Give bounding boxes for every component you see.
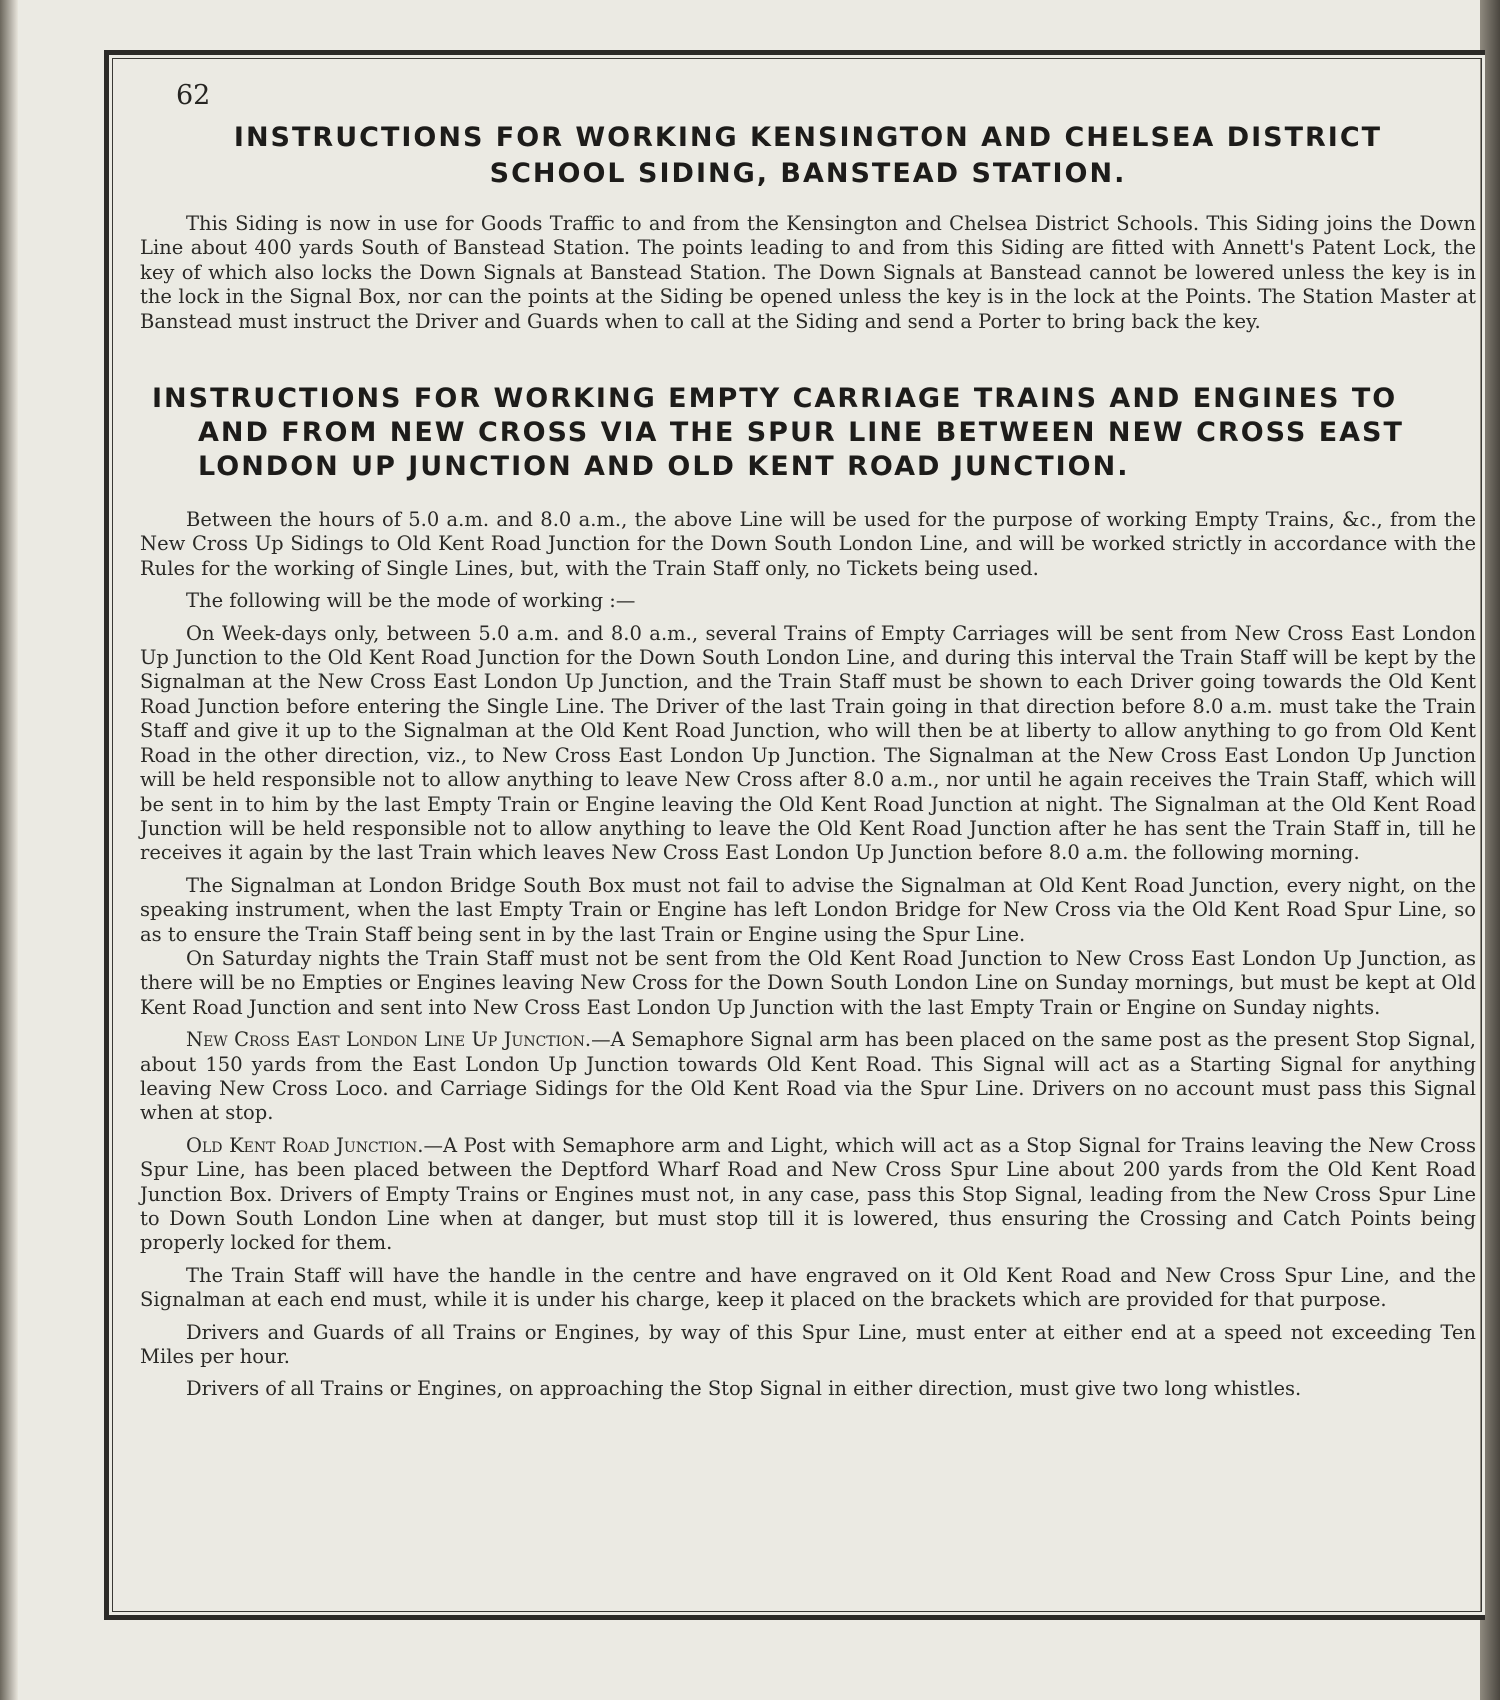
new-cross-junction-heading: New Cross East London Line Up Junction.	[186, 1028, 592, 1052]
old-kent-road-junction-heading: Old Kent Road Junction.	[186, 1133, 424, 1157]
section2-title-line1: INSTRUCTIONS FOR WORKING EMPTY CARRIAGE TRAINS AND ENGINES TO	[152, 383, 1398, 415]
section1-paragraph: This Siding is now in use for Goods Traffic to and from the Kensington and Chelsea District Schools. This Siding joins the Down Line about 400 yards South of Banstead Station. The points leading to and from this Siding are fitted with Annett's Patent Lock, the key of which also locks the Down Signals at Banstead Station. The Down Signals at Banstead cannot be lowered unless the key is in the lock in the Signal Box, nor can the points at the Siding be opened unless the key is in the lock at the Points. The Station Master at Banstead must instruct the Driver and Guards when to call at the Siding and send a Porter to bring back the key.	[140, 212, 1476, 333]
paragraph-saturday: On Saturday nights the Train Staff must not be sent from the Old Kent Road Junction to New Cross East London Up Junction, as there will be no Empties or Engines leaving New Cross for the Down South London Line on Sunday mornings, but must be kept at Old Kent Road Junction and sent into New Cross East London Up Junction with the last Empty Train or Engine on Sunday nights.	[140, 946, 1476, 1019]
paragraph-mode: The following will be the mode of working :—	[186, 589, 636, 613]
paragraph-speed: Drivers and Guards of all Trains or Engines, by way of this Spur Line, must enter at either end at a speed not exceeding Ten Miles per hour.	[140, 1320, 1476, 1369]
section2-title	[140, 382, 1476, 484]
page-number: 62	[176, 80, 211, 111]
paragraph-london-bridge: The Signalman at London Bridge South Box must not fail to advise the Signalman at Old Kent Road Junction, every night, on the speaking instrument, when the last Empty Train or Engine has left London Bridge for New Cross via the Old Kent Road Spur Line, so as to ensure the Train Staff being sent in by the last Train or Engine using the Spur Line.	[140, 873, 1476, 946]
paragraph-old-kent-road-junction	[140, 1134, 1476, 1256]
paragraph-hours: Between the hours of 5.0 a.m. and 8.0 a.m., the above Line will be used for the purpose of working Empty Trains, &c., from the New Cross Up Sidings to Old Kent Road Junction for the Down South London Line, and will be worked strictly in accordance with the Rules for the working of Single Lines, but, with the Train Staff only, no Tickets being used.	[140, 508, 1476, 580]
paragraph-weekdays: On Week-days only, between 5.0 a.m. and 8.0 a.m., several Trains of Empty Carriages will be sent from New Cross East London Up Junction to the Old Kent Road Junction for the Down South London Line, and during this interval the Train Staff will be kept by the Signalman at the New Cross East London Up Junction, and the Train Staff must be shown to each Driver going towards the Old Kent Road Junction before entering the Single Line. The Driver of the last Train going in that direction before 8.0 a.m. must take the Train Staff and give it up to the Signalman at the Old Kent Road Junction, who will then be at liberty to allow anything to go from Old Kent Road in the other direction, viz., to New Cross East London Up Junction. The Signalman at the New Cross East London Up Junction will be held responsible not to allow anything to leave New Cross after 8.0 a.m., nor until he again receives the Train Staff, which will be sent in to him by the last Empty Train or Engine leaving the Old Kent Road Junction at night. The Signalman at the Old Kent Road Junction will be held responsible not to allow anything to leave the Old Kent Road Junction after he has sent the Train Staff in, till he receives it again by the last Train which leaves New Cross East London Up Junction before 8.0 a.m. the following morning.	[140, 621, 1476, 865]
paragraph-whistles: Drivers of all Trains or Engines, on approaching the Stop Signal in either direction, must give two long whistles.	[186, 1377, 1302, 1401]
section1-title-line1: INSTRUCTIONS FOR WORKING KENSINGTON AND CHELSEA DISTRICT	[233, 122, 1383, 153]
section1-title-line2: SCHOOL SIDING, BANSTEAD STATION.	[489, 158, 1127, 189]
paragraph-new-cross-junction	[140, 1028, 1476, 1126]
paragraph-train-staff: The Train Staff will have the handle in the centre and have engraved on it Old Kent Road and New Cross Spur Line, and the Signalman at each end must, while it is under his charge, keep it placed on the brackets which are provided for that purpose.	[140, 1263, 1476, 1312]
new-cross-junction-text: —A Semaphore Signal arm has been placed on the same post as the present Stop Signal, about 150 yards from the East London Up Junction towards Old Kent Road. This Signal will act as a Starting Signal for anything leaving New Cross Loco. and Carriage Sidings for the Old Kent Road via the Spur Line. Drivers on no account must pass this Signal when at stop.	[140, 1028, 1476, 1125]
section2-title-line2: AND FROM NEW CROSS VIA THE SPUR LINE BETWEEN NEW CROSS EAST	[198, 417, 1404, 449]
section2-title-line3: LONDON UP JUNCTION AND OLD KENT ROAD JUNCTION.	[198, 451, 1130, 483]
page-content	[140, 80, 1476, 1402]
section1-title	[140, 86, 1476, 192]
old-kent-road-junction-text: —A Post with Semaphore arm and Light, which will act as a Stop Signal for Trains leaving the New Cross Spur Line, has been placed between the Deptford Wharf Road and New Cross Spur Line about 200 yards from the Old Kent Road Junction Box. Drivers of Empty Trains or Engines must not, in any case, pass this Stop Signal, leading from the New Cross Spur Line to Down South London Line when at danger, but must stop till it is lowered, thus ensuring the Crossing and Catch Points being properly locked for them.	[140, 1133, 1476, 1255]
